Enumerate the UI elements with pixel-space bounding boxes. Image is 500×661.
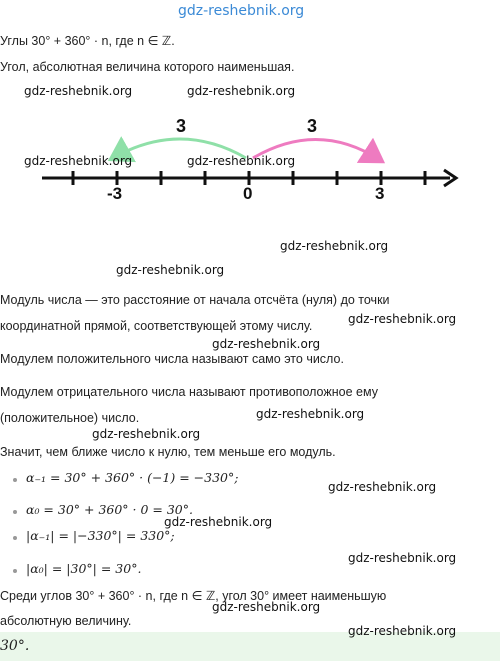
watermark: gdz-reshebnik.org [280,239,389,253]
closer-line: Значит, чем ближе число к нулю, тем меньше его модуль. [0,445,336,459]
watermark: gdz-reshebnik.org [24,84,133,98]
positive-line: Модулем положительного числа называют само это число. [0,352,344,366]
right-arrow-label: 3 [307,116,318,136]
watermark: gdz-reshebnik.org [256,407,365,421]
conclusion-line-2: абсолютную величину. [0,614,132,628]
angles-line: Углы 30° + 360° · n, где n ∈ ℤ. [0,34,175,48]
bullet [13,478,17,482]
watermark: gdz-reshebnik.org [92,427,201,441]
negative-line-2: (положительное) число. [0,411,140,425]
watermark: gdz-reshebnik.org [328,480,437,494]
formula-4: |α₀| = |30°| = 30°. [26,561,142,576]
tick-label-3: 3 [375,184,385,203]
formula-3: |α₋₁| = |−330°| = 330°; [26,528,175,543]
watermark: gdz-reshebnik.org [212,600,321,614]
watermark: gdz-reshebnik.org [212,337,321,351]
watermark: gdz-reshebnik.org [164,515,273,529]
formula-2: α₀ = 30° + 360° · 0 = 30°. [26,502,193,517]
tick-label-0: 0 [243,184,253,203]
watermark: gdz-reshebnik.org [187,84,296,98]
watermark: gdz-reshebnik.org [187,154,296,168]
negative-line-1: Модулем отрицательного числа называют противоположное ему [0,385,378,399]
bullet [13,569,17,573]
left-arrow-label: 3 [176,116,187,136]
watermark: gdz-reshebnik.org [178,3,305,19]
watermark: gdz-reshebnik.org [116,263,225,277]
watermark: gdz-reshebnik.org [348,624,457,638]
answer: 30°. [0,638,30,654]
definition-line-2: координатной прямой, соответствующей этому числу. [0,319,313,333]
definition-line-1: Модуль числа — это расстояние от начала отсчёта (нуля) до точки [0,293,390,307]
watermark: gdz-reshebnik.org [24,154,133,168]
watermark: gdz-reshebnik.org [348,312,457,326]
task-line: Угол, абсолютная величина которого наименьшая. [0,60,295,74]
bullet [13,536,17,540]
watermark: gdz-reshebnik.org [348,551,457,565]
conclusion-line-1: Среди углов 30° + 360° · n, где n ∈ ℤ, угол 30° имеет наименьшую [0,589,387,603]
bullet [13,510,17,514]
tick-label-neg3: -3 [107,184,123,203]
formula-1: α₋₁ = 30° + 360° · (−1) = −330°; [26,470,239,485]
